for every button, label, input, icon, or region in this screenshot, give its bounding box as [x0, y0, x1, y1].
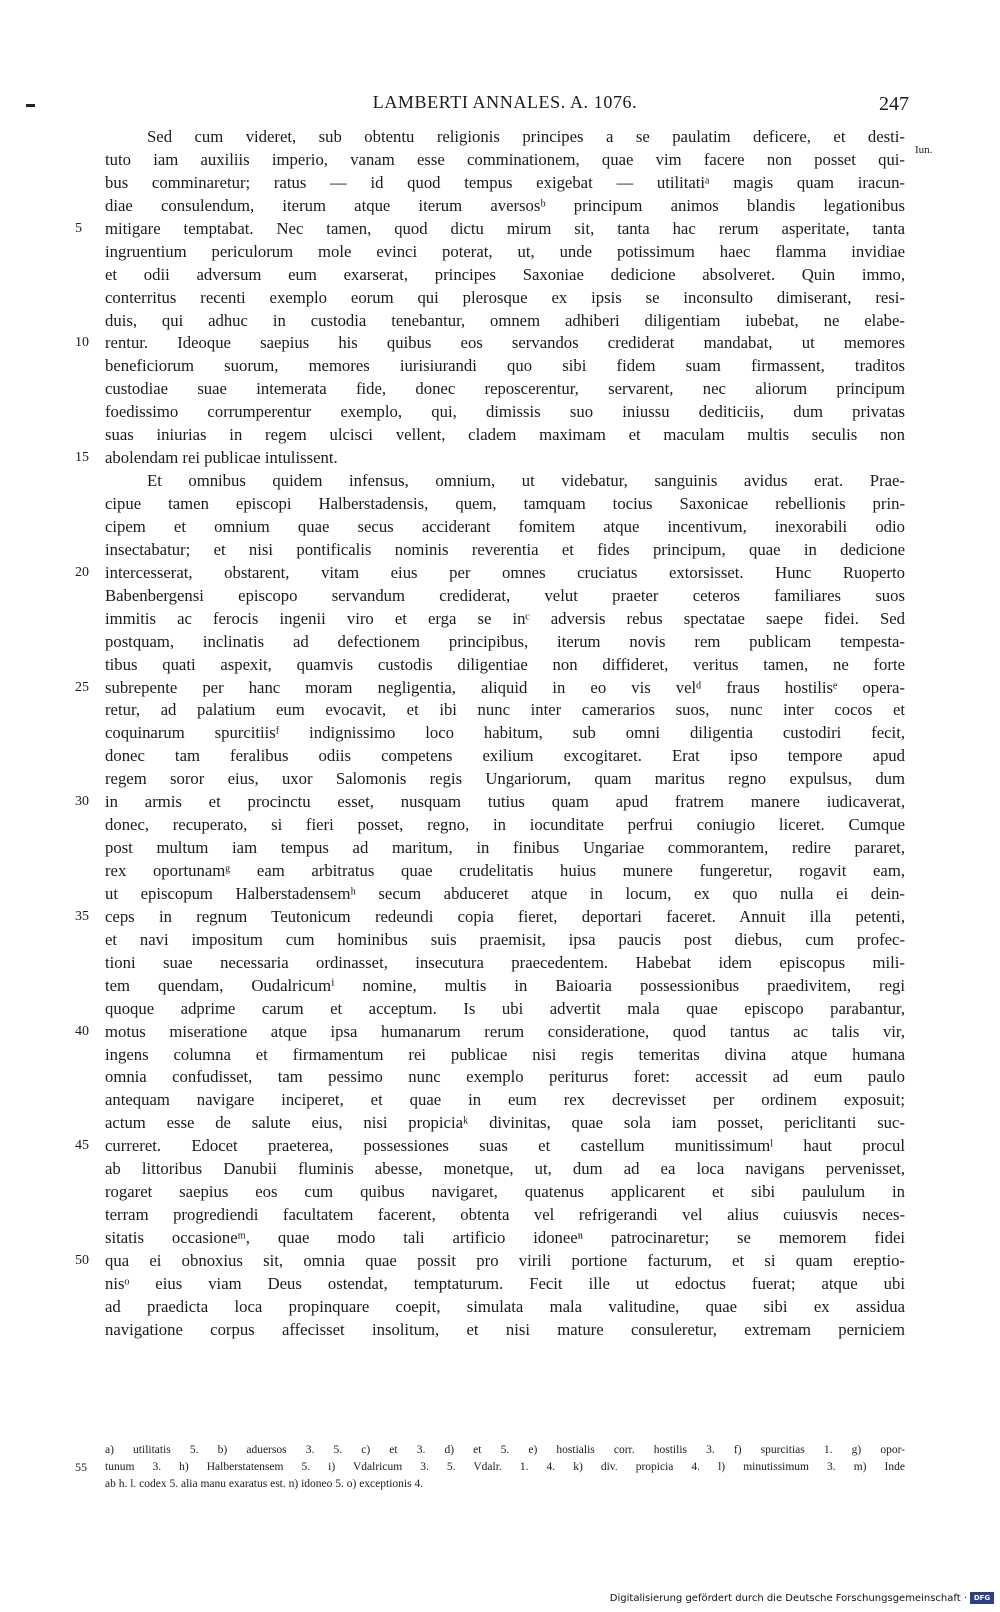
line-number: 40: [75, 1023, 89, 1039]
line-text: donec, recuperato, si fieri posset, regno, in iocunditate perfrui coniugio liceret. Cumque: [105, 815, 905, 835]
text-line: [105, 126, 905, 149]
text-line: [105, 722, 905, 745]
text-line: [75, 447, 905, 470]
footnote-line: [75, 1459, 905, 1476]
line-text: beneficiorum suorum, memores iurisiurandi quo sibi fidem suam firmassent, traditos: [105, 356, 905, 376]
text-line: [105, 149, 905, 172]
text-line: [75, 1021, 905, 1044]
text-line: [105, 952, 905, 975]
line-text: conterritus recenti exemplo eorum qui plerosque ex ipsis se inconsulto dimiserant, resi-: [105, 287, 905, 307]
text-line: [105, 539, 905, 562]
text-line: [105, 355, 905, 378]
footnote-line: [105, 1442, 905, 1459]
text-line: [105, 1158, 905, 1181]
line-text: donec tam feralibus odiis competens exilium excogitaret. Erat ipso tempore apud: [105, 746, 905, 766]
text-line: [75, 791, 905, 814]
text-line: [105, 241, 905, 264]
page-number: 247: [879, 93, 909, 115]
text-line: [75, 1250, 905, 1273]
line-number: 20: [75, 564, 89, 580]
line-text: immitis ac ferocis ingenii viro et erga se inᶜ adversis rebus spectatae saepe fidei. Sed: [105, 608, 905, 628]
footnote-text: a) utilitatis 5. b) aduersos 3. 5. c) et 3. d) et 5. e) hostialis corr. hostilis 3. f) spurcitias 1. g) opor-: [105, 1444, 905, 1456]
footnote-text: ab h. l. codex 5. alia manu exaratus est. n) idoneo 5. o) exceptionis 4.: [105, 1478, 424, 1490]
line-text: retur, ad palatium eum evocavit, et ibi nunc inter camerarios suos, nunc inter cocos et: [105, 700, 905, 720]
line-text: ceps in regnum Teutonicum redeundi copia fieret, deportari faceret. Annuit illa petenti,: [105, 906, 905, 926]
line-text: rogaret saepius eos cum quibus navigaret, quatenus applicarent et sibi paululum in: [105, 1182, 905, 1202]
text-line: [105, 470, 905, 493]
text-line: [105, 401, 905, 424]
line-text: actum esse de salute eius, nisi propiciaᵏ divinitas, quae sola iam posset, periclitanti suc-: [105, 1113, 905, 1133]
line-text: rex oportunamᵍ eam arbitratus quae crudelitatis huius munere fungeretur, rogavit eam,: [105, 861, 905, 880]
text-line: [105, 585, 905, 608]
line-text: ingens columna et firmamentum rei publicae nisi regis temeritas divina atque humana: [105, 1044, 905, 1064]
text-line: [105, 929, 905, 952]
line-number: 35: [75, 908, 89, 924]
line-text: ut episcopum Halberstadensemʰ secum abduceret atque in locum, ex quo nulla ei dein-: [105, 883, 905, 903]
line-text: sitatis occasioneᵐ, quae modo tali artificio idoneeⁿ patrocinaretur; se memorem fidei: [105, 1228, 905, 1247]
line-text: et navi impositum cum hominibus suis praemisit, ipsa paucis post diebus, cum profec-: [105, 929, 905, 949]
text-line: [105, 1296, 905, 1319]
line-text: tuto iam auxiliis imperio, vanam esse comminationem, quae vim facere non posset qui-: [105, 149, 905, 169]
text-line: [105, 814, 905, 837]
line-text: abolendam rei publicae intulissent.: [105, 448, 338, 468]
text-line: [105, 493, 905, 516]
line-number: 10: [75, 335, 89, 351]
footnote-line: [105, 1476, 905, 1493]
line-text: tioni suae necessaria ordinasset, insecutura praecedentem. Habebat idem episcopus mili-: [105, 952, 905, 972]
text-line: [105, 699, 905, 722]
text-line: [105, 1181, 905, 1204]
text-line: [105, 768, 905, 791]
line-text: qua ei obnoxius sit, omnia quae possit pro virili portione facturum, et si quam ereptio-: [105, 1250, 905, 1270]
text-line: [105, 745, 905, 768]
line-text: postquam, inclinatis ad defectionem principibus, iterum novis rem publicam tempesta-: [105, 631, 905, 651]
text-line: [105, 975, 905, 998]
line-text: omnia confudisset, tam pessimo nunc exemplo periturus foret: accessit ad eum paulo: [105, 1067, 905, 1087]
line-text: duis, qui adhuc in custodia tenebantur, omnem adhiberi diligentiam iubebat, ne elabe-: [105, 310, 905, 330]
line-text: Babenbergensi episcopo servandum crediderat, velut praeter ceteros familiares suos: [105, 585, 905, 605]
text-line: [105, 264, 905, 287]
line-text: regem soror eius, uxor Salomonis regis Ungariorum, quam maritus regno expulsus, dum: [105, 769, 905, 789]
text-line: [105, 1112, 905, 1135]
page-header: [105, 92, 909, 122]
text-line: [105, 1227, 905, 1250]
text-line: [105, 1204, 905, 1227]
line-text: antequam navigare inciperet, et quae in eum rex decrevisset per ordinem exposuit;: [105, 1090, 905, 1110]
footnote-text: tunum 3. h) Halberstatensem 5. i) Vdalricum 3. 5. Vdalr. 1. 4. k) div. propicia 4. l) minutissimum 3. m) Inde: [105, 1461, 905, 1473]
line-text: diae consulendum, iterum atque iterum aversosᵇ principum animos blandis legationibus: [105, 195, 905, 215]
line-text: motus miseratione atque ipsa humanarum rerum consideratione, quod tantus ac talis vir,: [105, 1021, 905, 1041]
line-text: ingruentium periculorum mole evinci poterat, ut, unde potissimum haec flamma invidiae: [105, 241, 905, 261]
line-number: 45: [75, 1138, 89, 1154]
line-text: cipem et omnium quae secus acciderant fomitem atque incentivum, inexorabili odio: [105, 516, 905, 536]
text-line: [105, 631, 905, 654]
text-line: [105, 1066, 905, 1089]
text-line: [105, 1273, 905, 1296]
text-line: [75, 218, 905, 241]
line-text: navigatione corpus affecisset insolitum, et nisi mature consuleretur, extremam perniciem: [105, 1319, 905, 1339]
main-text: [75, 126, 905, 1342]
line-text: ab littoribus Danubii fluminis abesse, monetque, ut, dum ad ea loca navigans pervenisset,: [105, 1159, 905, 1179]
line-number: 50: [75, 1252, 89, 1268]
line-number: 30: [75, 794, 89, 810]
line-text: mitigare temptabat. Nec tamen, quod dictu mirum sit, tanta hac rerum asperitate, tanta: [105, 218, 905, 238]
marginal-date-note: Iun.: [915, 144, 933, 156]
line-text: rentur. Ideoque saepius his quibus eos servandos crediderat mandabat, ut memores: [105, 333, 905, 353]
margin-mark: [26, 104, 35, 107]
digitization-credit: [610, 1592, 994, 1604]
line-text: ad praedicta loca propinquare coepit, simulata mala valitudine, quae sibi ex assidua: [105, 1296, 905, 1316]
line-text: et odii adversum eum exarserat, principes Saxoniae dedicione absolveret. Quin immo,: [105, 264, 905, 284]
line-text: bus comminaretur; ratus — id quod tempus exigebat — utilitatiᵃ magis quam iracun-: [105, 172, 905, 192]
text-line: [105, 424, 905, 447]
line-text: insectabatur; et nisi pontificalis nominis reverentia et fides principum, quae in dedicione: [105, 539, 905, 559]
line-text: cipue tamen episcopi Halberstadensis, quem, tamquam tocius Saxonicae rebellionis prin-: [105, 494, 905, 513]
line-text: Et omnibus quidem infensus, omnium, ut videbatur, sanguinis avidus erat. Prae-: [147, 471, 905, 491]
text-line: [105, 195, 905, 218]
line-text: tem quendam, Oudalricumⁱ nomine, multis in Baioaria possessionibus praedivitem, regi: [105, 975, 905, 995]
line-number: 5: [75, 220, 82, 236]
line-text: in armis et procinctu esset, nusquam tutius quam apud fratrem manere iudicaverat,: [105, 792, 905, 812]
credit-text: Digitalisierung gefördert durch die Deutsche Forschungsgemeinschaft ·: [609, 1592, 967, 1604]
line-text: quoque adprime carum et acceptum. Is ubi advertit mala quae episcopo parabantur,: [105, 998, 905, 1018]
text-line: [75, 332, 905, 355]
line-number: 55: [75, 1460, 87, 1474]
text-line: [105, 998, 905, 1021]
dfg-logo: DFG: [970, 1592, 994, 1604]
line-number: 15: [75, 450, 89, 466]
line-text: custodiae suae intemerata fide, donec reposcerentur, servarent, nec aliorum principum: [105, 379, 905, 399]
text-line: [105, 516, 905, 539]
text-line: [75, 677, 905, 700]
text-line: [105, 837, 905, 860]
line-text: curreret. Edocet praeterea, possessiones suas et castellum munitissimumˡ haut procul: [105, 1136, 905, 1156]
text-line: [75, 1135, 905, 1158]
text-line: [105, 608, 905, 631]
text-line: [105, 287, 905, 310]
line-text: suas iniurias in regem ulcisci vellent, cladem maximam et maculam multis seculis non: [105, 425, 905, 445]
text-line: [105, 310, 905, 333]
line-text: tibus quati aspexit, quamvis custodis diligentiae non diffideret, veritus tamen, ne forte: [105, 654, 905, 674]
text-line: [105, 654, 905, 677]
line-text: nisᵒ eius viam Deus ostendat, temptaturum. Fecit ille ut edoctus fuerat; atque ubi: [105, 1273, 905, 1293]
line-text: coquinarum spurcitiisᶠ indignissimo loco habitum, sub omni diligentia custodiri fecit,: [105, 723, 905, 743]
text-line: [105, 1319, 905, 1342]
line-text: foedissimo corrumperentur exemplo, qui, dimissis suo iniussu dediticiis, dum privatas: [105, 402, 905, 422]
text-line: [105, 1089, 905, 1112]
text-line: [105, 883, 905, 906]
line-text: subrepente per hanc moram negligentia, aliquid in eo vis velᵈ fraus hostilisᵉ opera-: [105, 677, 905, 697]
text-line: [75, 562, 905, 585]
footnotes: [75, 1442, 905, 1493]
line-text: Sed cum videret, sub obtentu religionis principes a se paulatim deficere, et desti-: [147, 127, 905, 146]
text-line: [105, 172, 905, 195]
text-line: [75, 906, 905, 929]
text-line: [105, 378, 905, 401]
text-line: [105, 1044, 905, 1067]
line-text: intercesserat, obstarent, vitam eius per omnes cruciatus extorsisset. Hunc Ruoperto: [105, 562, 905, 582]
line-text: terram progrediendi facultatem facerent, obtenta vel refrigerandi vel alius cuiusvis neces-: [105, 1205, 905, 1225]
line-text: post multum iam tempus ad maritum, in finibus Ungariae commorantem, redire pararet,: [105, 838, 905, 858]
text-line: [105, 860, 905, 883]
running-title: LAMBERTI ANNALES. A. 1076.: [372, 92, 638, 112]
line-number: 25: [75, 679, 89, 695]
